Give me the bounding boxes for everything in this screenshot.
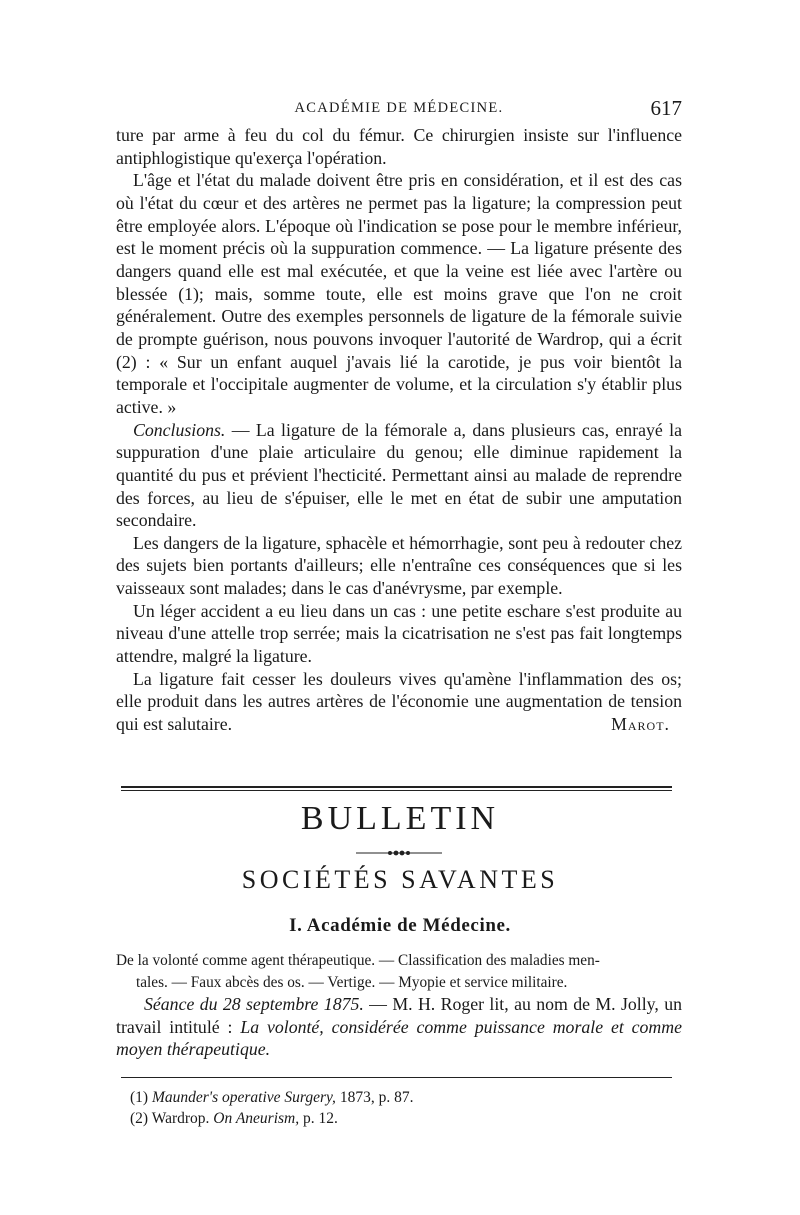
- footnote-2-title: On Aneurism,: [213, 1110, 300, 1127]
- ornament-divider-icon: [356, 848, 442, 858]
- footnote-rule: [121, 1077, 672, 1078]
- paragraph-4: Les dangers de la ligature, sphacèle et hémorrhagie, sont peu à redouter chez des sujets bien portants d'ailleurs; elle n'entraîne ces conséquences que si les vaisseaux sont malades; dans le cas d'anévrysme, par exemple.: [116, 532, 682, 599]
- paragraph-5: Un léger accident a eu lieu dans un cas : une petite eschare s'est produite au niveau d'une attelle trop serrée; mais la cicatrisation ne s'est pas fait longtemps attendre, malgré la ligature.: [116, 600, 682, 667]
- academie-section-heading: I. Académie de Médecine.: [289, 915, 511, 936]
- footnote-1-title: Maunder's operative Surgery,: [151, 1089, 336, 1106]
- running-head: [116, 96, 682, 120]
- author-signature: Marot.: [611, 714, 670, 735]
- paragraph-6: [116, 668, 682, 736]
- conclusions-label: Conclusions.: [133, 419, 226, 440]
- summary-line-2: tales. — Faux abcès des os. — Vertige. — Myopie et service militaire.: [136, 974, 568, 991]
- main-text: [116, 124, 682, 736]
- conclusions-text: — La ligature de la fémorale a, dans plusieurs cas, enrayé la suppuration d'une plaie articulaire du genou; elle diminue rapidement la quantité du pus et prévient l'hecticité. Permettant ainsi au malade de reprendre des forces, au lieu de s'épuiser, elle le met en état de subir une amputation secondaire.: [116, 419, 682, 531]
- double-rule-divider: [121, 786, 672, 791]
- summary-line-1: De la volonté comme agent thérapeutique. — Classification des maladies men-: [116, 952, 600, 969]
- footnote-2-number: (2): [130, 1110, 149, 1127]
- paragraph-conclusions: [116, 419, 682, 532]
- paragraph-1: ture par arme à feu du col du fémur. Ce chirurgien insiste sur l'influence antiphlogistique qu'exerça l'opération.: [116, 125, 682, 168]
- session-summary: [116, 950, 682, 994]
- footnote-1-number: (1): [130, 1089, 149, 1106]
- running-title: ACADÉMIE DE MÉDECINE.: [294, 100, 504, 116]
- footnote-1: [130, 1087, 670, 1108]
- seance-paragraph: [116, 993, 682, 1061]
- bulletin-title: BULLETIN: [300, 800, 500, 837]
- footnote-2-author: Wardrop.: [151, 1110, 210, 1127]
- footnotes: [130, 1087, 670, 1129]
- seance-work-title: La volonté, considérée comme puissance morale et comme moyen thérapeutique.: [116, 1016, 682, 1059]
- paragraph-6-text: La ligature fait cesser les douleurs vives qu'amène l'inflammation des os; elle produit dans les autres artères de l'économie une augmentation de tension qui est salutaire.: [116, 668, 682, 735]
- paragraph-2: L'âge et l'état du malade doivent être pris en considération, et il est des cas où l'état du cœur et des artères ne permet pas la ligature; la compression peut être employée alors. L'époque où l'indication se pose pour le membre inférieur, est le moment précis où la suppuration commence. — La ligature présente des dangers quand elle est mal exécutée, et que la veine est liée avec l'artère ou blessée (1); mais, somme toute, elle est moins grave que l'on ne croit généralement. Outre des exemples personnels de ligature de la fémorale suivie de prompte guérison, nous pouvons invoquer l'autorité de Wardrop, qui a écrit (2) : « Sur un enfant auquel j'avais lié la carotide, je pus voir bientôt la temporale et l'occipitale augmenter de volume, et la circulation s'y établir plus active. »: [116, 170, 682, 417]
- footnote-1-rest: 1873, p. 87.: [335, 1089, 414, 1106]
- societes-savantes-title: SOCIÉTÉS SAVANTES: [241, 865, 559, 894]
- page-number: 617: [650, 96, 682, 120]
- footnote-2-rest: p. 12.: [299, 1110, 338, 1127]
- footnote-2: [130, 1108, 670, 1129]
- seance-date: Séance du 28 septembre 1875.: [144, 994, 364, 1014]
- seance-text: — M. H. Roger lit, au nom de M. Jolly, un travail intitulé :: [116, 994, 682, 1037]
